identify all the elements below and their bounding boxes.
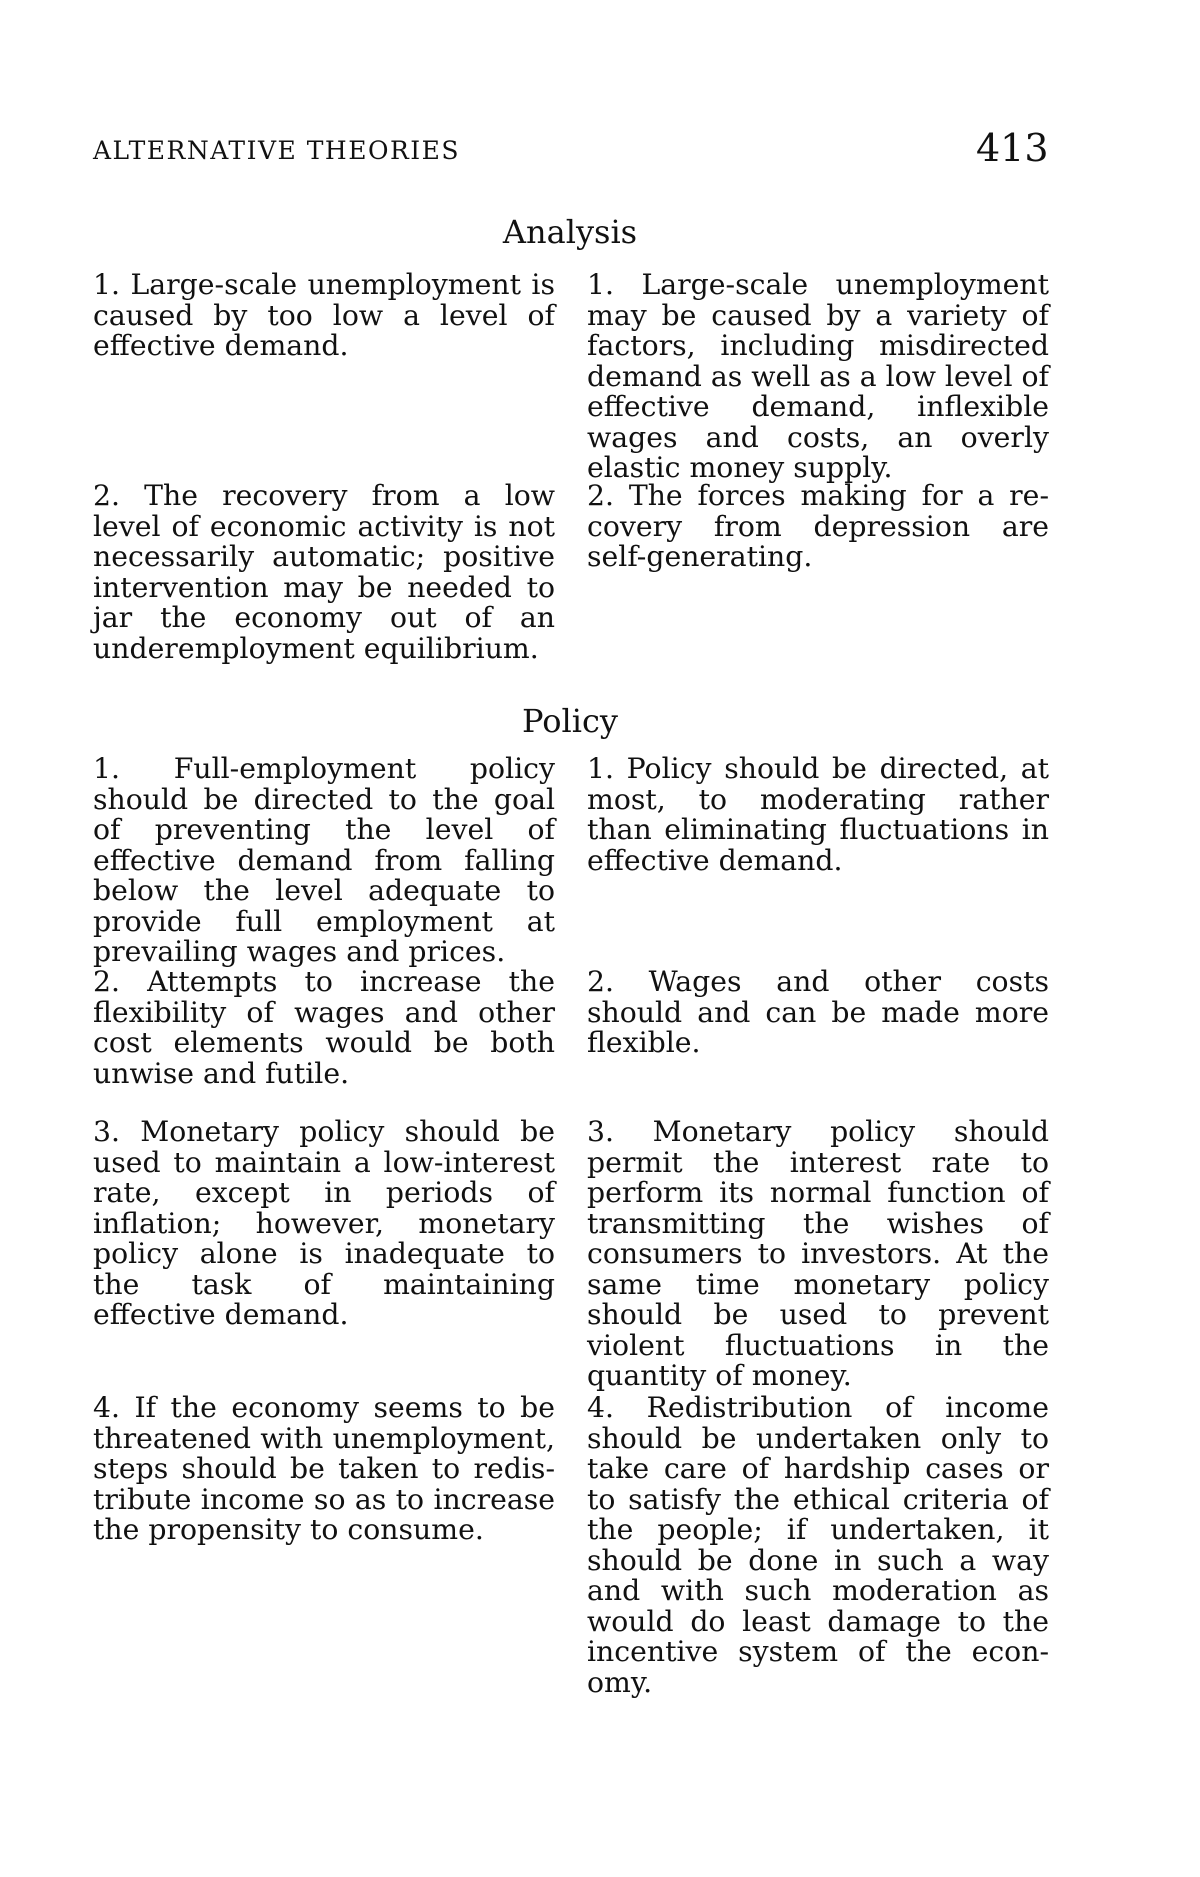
policy-right-item-1: 1. Policy should be directed, at most, to moderating rather than eliminating fluctuations in effective demand. — [587, 752, 1049, 877]
policy-left-item-4: 4. If the economy seems to be threatened with unemployment, steps should be taken to redistribute income so as to increase the propensity to consume. — [93, 1391, 555, 1547]
analysis-left-item-2: 2. The recovery from a low level of economic activity is not necessarily automatic; positive intervention may be needed to jar the economy out of an underemployment equilibrium. — [93, 479, 555, 665]
policy-right-item-3: 3. Monetary policy should permit the interest rate to perform its normal function of transmitting the wishes of consumers to investors. At the same time monetary policy should be used to prevent violent fluctuations in the quantity of money. — [587, 1115, 1049, 1393]
policy-left-item-2: 2. Attempts to increase the flexibility of wages and other cost elements would be both unwise and futile. — [93, 965, 555, 1090]
running-head-title: ALTERNATIVE THEORIES — [93, 136, 461, 165]
analysis-left-item-1: 1. Large-scale unemployment is caused by too low a level of effective demand. — [93, 268, 555, 363]
section-title-analysis: Analysis — [502, 213, 638, 251]
analysis-right-item-1: 1. Large-scale unemployment may be caused by a variety of factors, including misdirected demand as well as a low level of effective demand, inflexible wages and costs, an overly elastic money supply. — [587, 268, 1049, 485]
analysis-right-item-2: 2. The forces making for a recovery from depression are self-generating. — [587, 479, 1049, 574]
policy-right-item-2: 2. Wages and other costs should and can be made more flexible. — [587, 965, 1049, 1060]
section-title-policy: Policy — [522, 702, 618, 740]
policy-right-item-4: 4. Redistribution of income should be undertaken only to take care of hardship cases or to satisfy the ethical criteria of the people; if undertaken, it should be done in such a way and with such moderation as would do least damage to the incentive system of the economy. — [587, 1391, 1049, 1699]
page-number: 413 — [976, 126, 1049, 170]
policy-left-item-1: 1. Full-employment policy should be directed to the goal of preventing the level of effective demand from falling below the level adequate to provide full employment at prevailing wages and prices. — [93, 752, 555, 969]
policy-left-item-3: 3. Monetary policy should be used to maintain a low-interest rate, except in periods of inflation; however, monetary policy alone is inadequate to the task of maintaining effective demand. — [93, 1115, 555, 1332]
